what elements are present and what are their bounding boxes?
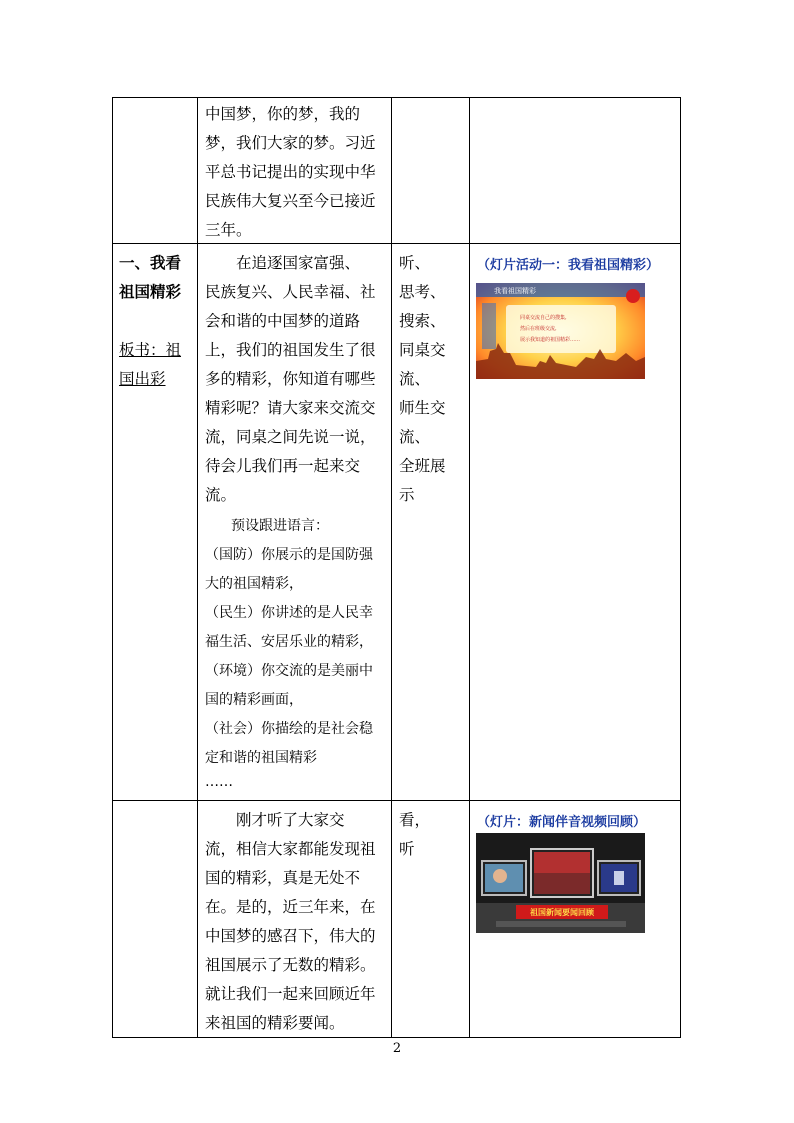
video-thumbnail [476, 833, 645, 933]
section-title-line: 祖国精彩 [119, 283, 182, 301]
board-note [119, 336, 181, 394]
preset-language [205, 512, 373, 791]
text-line: 国的精彩，真是无处不 [205, 869, 361, 887]
preset-line: …… [205, 774, 233, 790]
slide-text: 同桌交流自己的搜集, [520, 315, 567, 321]
preset-line: （环境）你交流的是美丽中 [205, 663, 373, 679]
text-line: 精彩呢？请大家来交流交 [205, 399, 376, 417]
grid-line [197, 97, 198, 1038]
board-note-line: 板书：祖 [119, 341, 182, 359]
board-note-line: 国出彩 [119, 370, 166, 388]
slide-caption: （灯片活动一：我看祖国精彩） [477, 258, 660, 273]
row3-content [205, 806, 376, 1038]
text-line: 刚才听了大家交 [205, 811, 345, 829]
text-line: 梦，我们大家的梦。习近 [205, 134, 376, 152]
text-line: 上，我们的祖国发生了很 [205, 341, 376, 359]
grid-line [469, 97, 470, 1038]
activity-line: 听 [399, 840, 415, 858]
text-line: 会和谐的中国梦的道路 [205, 312, 361, 330]
text-line: 中国梦的感召下，伟大的 [205, 927, 376, 945]
preset-line: 国的精彩画面， [205, 692, 303, 708]
preset-line: 大的祖国精彩， [205, 576, 303, 592]
activity-line: 示 [399, 486, 415, 504]
preset-title: 预设跟进语言： [231, 518, 329, 534]
video-banner: 祖国新闻要闻回顾 [530, 908, 594, 917]
slide-banner: 我看祖国精彩 [494, 287, 536, 295]
text-line: 民族复兴、人民幸福、社 [205, 283, 376, 301]
text-line: 流，同桌之间先说一说， [205, 428, 376, 446]
slide-thumbnail-1 [476, 283, 645, 379]
grid-line [391, 97, 392, 1038]
preset-line: （民生）你讲述的是人民幸 [205, 605, 373, 621]
activity-line: 思考、 [399, 283, 446, 301]
preset-line: （国防）你展示的是国防强 [205, 547, 373, 563]
text-line: 在追逐国家富强、 [205, 254, 361, 272]
text-line: 多的精彩，你知道有哪些 [205, 370, 376, 388]
text-line: 就让我们一起来回顾近年 [205, 985, 376, 1003]
slide-text: 然后在班级交流, [520, 326, 557, 332]
activity-line: 看， [399, 811, 431, 829]
activity-line: 师生交 [399, 399, 446, 417]
slide-caption: （灯片：新闻伴音视频回顾） [477, 815, 647, 830]
page-number: 2 [392, 1041, 402, 1056]
section-title [119, 249, 181, 307]
text-line: 流。 [205, 486, 237, 504]
row2-content [205, 249, 376, 510]
row3-activity [399, 806, 430, 864]
text-line: 待会儿我们再一起来交 [205, 457, 361, 475]
text-line: 在。是的，近三年来，在 [205, 898, 376, 916]
text-line: 祖国展示了无数的精彩。 [205, 956, 376, 974]
text-line: 民族伟大复兴至今已接近 [205, 192, 376, 210]
preset-line: （社会）你描绘的是社会稳 [205, 721, 373, 737]
activity-line: 全班展 [399, 457, 446, 475]
text-line: 中国梦，你的梦，我的 [205, 105, 361, 123]
activity-line: 听、 [399, 254, 431, 272]
text-line: 平总书记提出的实现中华 [205, 163, 376, 181]
activity-line: 流、 [399, 428, 431, 446]
preset-line: 定和谐的祖国精彩 [205, 750, 317, 766]
row1-content [205, 100, 376, 245]
section-title-line: 一、我看 [119, 254, 182, 272]
preset-line: 福生活、安居乐业的精彩， [205, 634, 373, 650]
grid-line [680, 97, 681, 1038]
activity-line: 同桌交 [399, 341, 446, 359]
row2-activity [399, 249, 446, 510]
text-line: 三年。 [205, 221, 252, 239]
text-line: 来祖国的精彩要闻。 [205, 1014, 345, 1032]
activity-line: 搜索、 [399, 312, 446, 330]
slide-text: 展示我知道的祖国精彩…… [520, 337, 581, 343]
text-line: 流，相信大家都能发现祖 [205, 840, 376, 858]
activity-line: 流、 [399, 370, 431, 388]
grid-line [112, 97, 113, 1038]
